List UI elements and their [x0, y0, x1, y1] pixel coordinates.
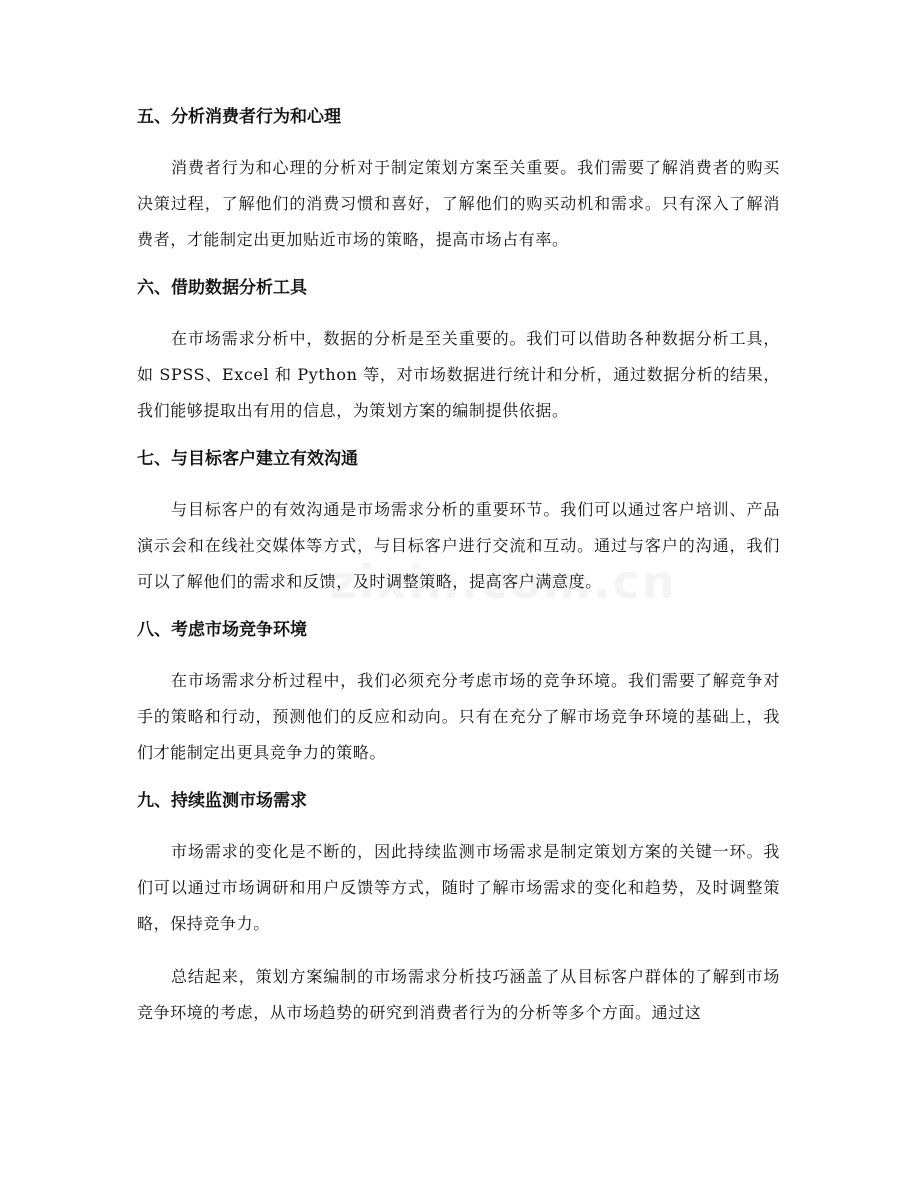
section-paragraph: 在市场需求分析中，数据的分析是至关重要的。我们可以借助各种数据分析工具，如 SPSS、Excel 和 Python 等，对市场数据进行统计和分析，通过数据分析的结果，我们能够提取出有用的信息，为策划方案的编制提供依据。 — [137, 329, 780, 420]
section-heading: 七、与目标客户建立有效沟通 — [137, 449, 358, 469]
section-heading: 八、考虑市场竞争环境 — [137, 620, 307, 640]
section-paragraph: 消费者行为和心理的分析对于制定策划方案至关重要。我们需要了解消费者的购买决策过程，了解他们的消费习惯和喜好，了解他们的购买动机和需求。只有深入了解消费者，才能制定出更加贴近市场的策略，提高市场占有率。 — [137, 158, 780, 249]
section-heading: 六、借助数据分析工具 — [137, 278, 307, 298]
section-paragraph: 市场需求的变化是不断的，因此持续监测市场需求是制定策划方案的关键一环。我们可以通过市场调研和用户反馈等方式，随时了解市场需求的变化和趋势，及时调整策略，保持竞争力。 — [137, 842, 780, 933]
section-5 — [137, 104, 780, 258]
section-9 — [137, 788, 780, 942]
section-paragraph: 与目标客户的有效沟通是市场需求分析的重要环节。我们可以通过客户培训、产品演示会和在线社交媒体等方式，与目标客户进行交流和互动。通过与客户的沟通，我们可以了解他们的需求和反馈，及时调整策略，提高客户满意度。 — [137, 500, 780, 591]
section-heading: 九、持续监测市场需求 — [137, 791, 307, 811]
section-heading: 五、分析消费者行为和心理 — [137, 107, 341, 127]
section-8 — [137, 617, 780, 771]
conclusion-paragraph: 总结起来，策划方案编制的市场需求分析技巧涵盖了从目标客户群体的了解到市场竞争环境的考虑，从市场趋势的研究到消费者行为的分析等多个方面。通过这 — [137, 967, 780, 1022]
section-paragraph: 在市场需求分析过程中，我们必须充分考虑市场的竞争环境。我们需要了解竞争对手的策略和行动，预测他们的反应和动向。只有在充分了解市场竞争环境的基础上，我们才能制定出更具竞争力的策略。 — [137, 671, 780, 762]
section-6 — [137, 275, 780, 429]
section-7 — [137, 446, 780, 600]
